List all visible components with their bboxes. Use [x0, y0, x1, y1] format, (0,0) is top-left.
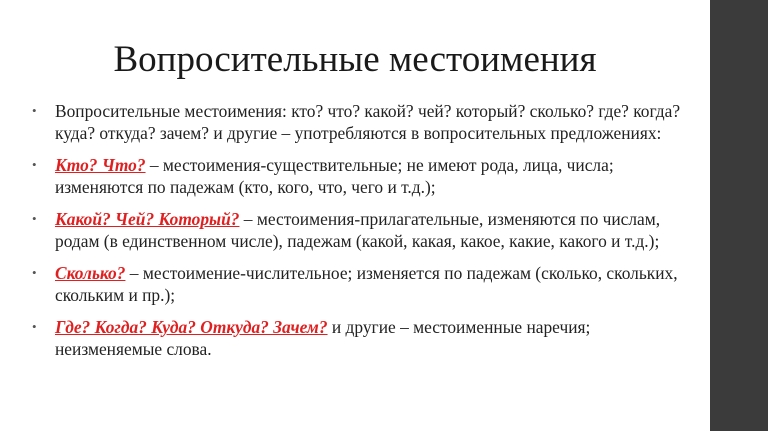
bullet-dot-icon: •	[32, 103, 37, 118]
highlighted-question-words: Где? Когда? Куда? Откуда? Зачем?	[55, 317, 328, 337]
highlighted-question-words: Кто? Что?	[55, 155, 146, 175]
highlighted-question-words: Какой? Чей? Который?	[55, 209, 240, 229]
bullet-item	[28, 316, 700, 360]
right-sidebar	[710, 0, 768, 431]
bullet-text: – местоимения-прилагательные, изменяются по числам, родам (в единственном числе), падежам (какой, какая, какое, какие, какого и т.д.);	[55, 209, 661, 251]
bullet-text: и другие – местоименные наречия; неизменяемые слова.	[55, 317, 591, 359]
bullet-dot-icon: •	[32, 211, 37, 226]
bullet-text: Вопросительные местоимения: кто? что? какой? чей? который? сколько? где? когда? куда? откуда? зачем? и другие – употребляются в вопросительных предложениях:	[55, 101, 681, 143]
bullet-item	[28, 100, 700, 144]
bullet-dot-icon: •	[32, 265, 37, 280]
bullet-dot-icon: •	[32, 319, 37, 334]
bullet-dot-icon: •	[32, 157, 37, 172]
bullet-list	[28, 100, 700, 370]
highlighted-question-words: Сколько?	[55, 263, 126, 283]
slide-title: Вопросительные местоимения	[113, 39, 597, 80]
bullet-item	[28, 208, 700, 252]
bullet-item	[28, 154, 700, 198]
bullet-text: – местоимения-существительные; не имеют рода, лица, числа; изменяются по падежам (кто, кого, что, чего и т.д.);	[55, 155, 614, 197]
bullet-item	[28, 262, 700, 306]
bullet-text: – местоимение-числительное; изменяется по падежам (сколько, скольких, скольким и пр.);	[55, 263, 678, 305]
